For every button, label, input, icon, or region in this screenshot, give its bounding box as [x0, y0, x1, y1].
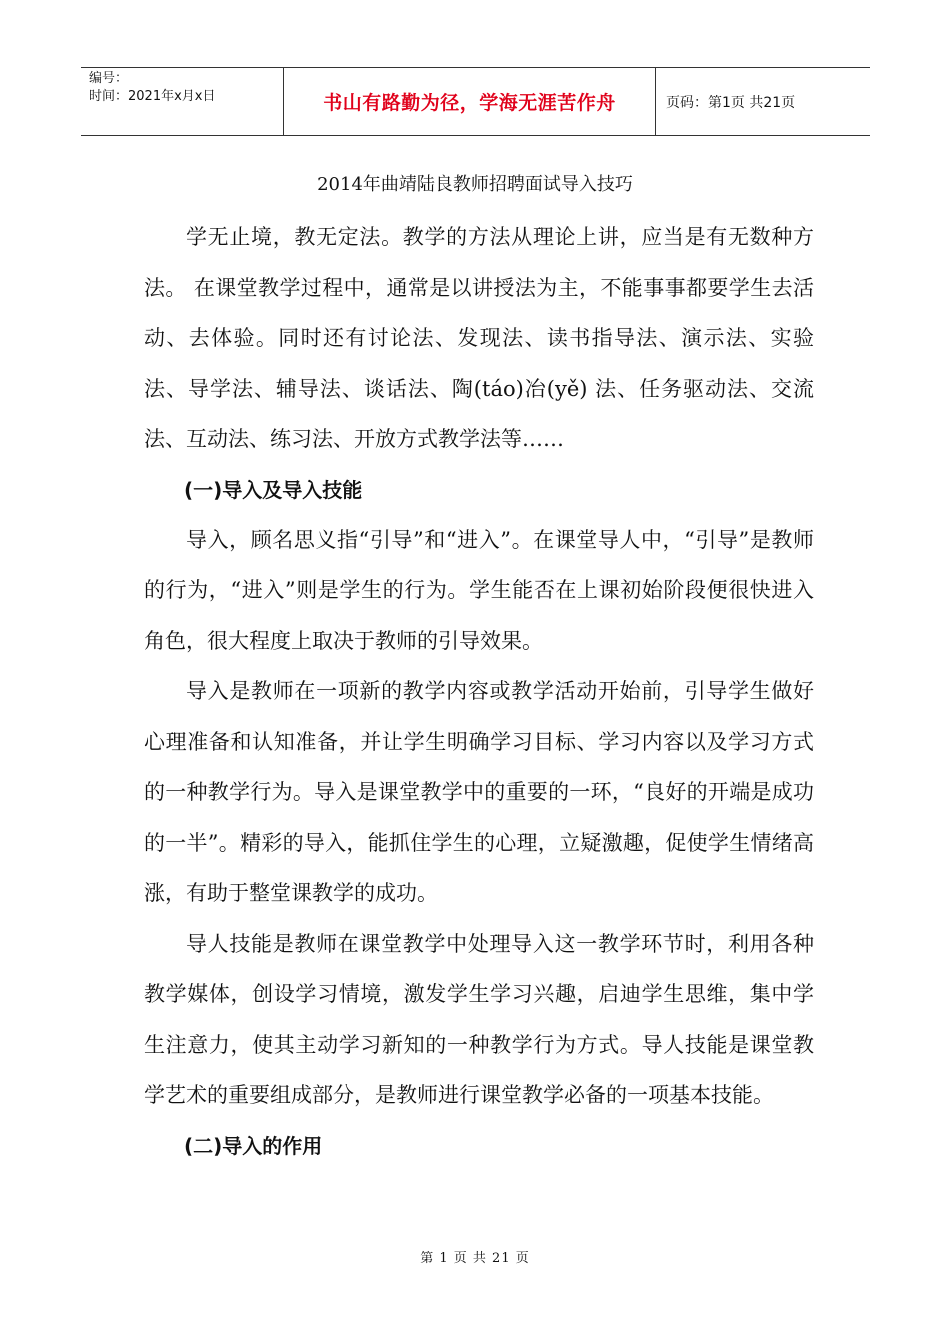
header-motto: 书山有路勤为径，学海无涯苦作舟	[284, 68, 656, 135]
document-body	[144, 212, 814, 1171]
header-page-info: 页码：第1页 共21页	[666, 94, 796, 111]
number-label: 编号：	[89, 71, 129, 86]
page-footer: 第 1 页 共 21 页	[420, 1251, 530, 1266]
document-title: 2014年曲靖陆良教师招聘面试导入技巧	[317, 174, 633, 195]
section-1-paragraph-3: 导人技能是教师在课堂教学中处理导入这一教学环节时，利用各种教学媒体，创设学习情境，激发学生学习兴趣，启迪学生思维，集中学生注意力，使其主动学习新知的一种教学行为方式。导人技能是课堂教学艺术的重要组成部分，是教师进行课堂教学必备的一项基本技能。	[144, 931, 814, 1107]
date-label: 时间：2021年x月x日	[89, 89, 216, 104]
page-header	[81, 67, 870, 136]
section-2-heading: (二)导入的作用	[184, 1133, 323, 1158]
section-1-heading: (一)导入及导入技能	[184, 477, 363, 502]
section-1-paragraph-1: 导入，顾名思义指“引导”和“进入”。在课堂导人中，“引导”是教师的行为，“进入”则是学生的行为。学生能否在上课初始阶段便很快进入角色，很大程度上取决于教师的引导效果。	[144, 527, 814, 653]
header-meta	[81, 68, 284, 135]
intro-paragraph: 学无止境，教无定法。教学的方法从理论上讲，应当是有无数种方法。 在课堂教学过程中，通常是以讲授法为主，不能事事都要学生去活动、去体验。同时还有讨论法、发现法、读书指导法、演示法、实验法、导学法、辅导法、谈话法、陶(táo)冶(yě) 法、任务驱动法、交流法、互动法、练习法、开放方式教学法等……	[144, 225, 814, 451]
section-1-paragraph-2: 导入是教师在一项新的教学内容或教学活动开始前，引导学生做好心理准备和认知准备，并让学生明确学习目标、学习内容以及学习方式的一种教学行为。导入是课堂教学中的重要的一环，“良好的开端是成功的一半”。精彩的导入，能抓住学生的心理，立疑激趣，促使学生情绪高涨，有助于整堂课教学的成功。	[144, 679, 814, 905]
